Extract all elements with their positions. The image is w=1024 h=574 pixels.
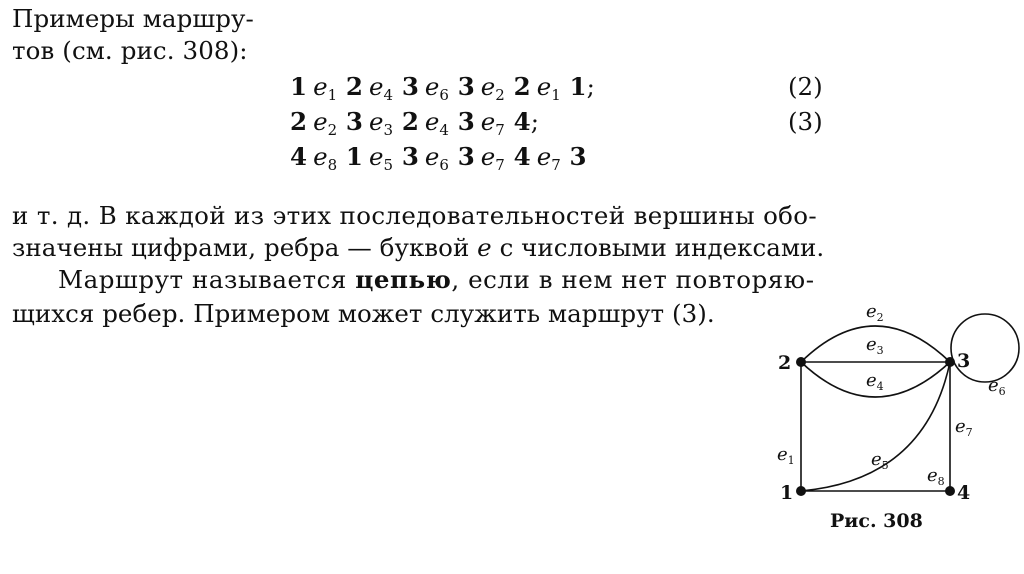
vertex-label-4: 4 (957, 482, 971, 504)
vertex-label-3: 3 (957, 350, 971, 372)
route-vertex: 1 (345, 142, 363, 171)
route-edge-index: 7 (495, 156, 505, 174)
equation-number-2: (2) (788, 72, 823, 101)
route-vertex: 2 (401, 107, 419, 136)
route-edge (480, 72, 505, 104)
paragraph-line-3-end: , если в нем нет повторяю- (451, 265, 815, 294)
term-chain: цепью (355, 265, 452, 294)
paragraph-line-3 (58, 265, 815, 295)
route-edge-letter: e (313, 142, 328, 171)
vertex-1-dot (796, 486, 806, 496)
route-vertex: 2 (290, 107, 308, 136)
route-edge-letter: e (424, 107, 440, 136)
route-edge-letter: e (424, 72, 440, 101)
route-edge-index: 2 (495, 86, 505, 104)
route-edge (480, 107, 505, 139)
route-formula-2 (290, 107, 539, 145)
route-vertex: 3 (457, 72, 475, 101)
vertex-3-dot (945, 357, 955, 367)
edge-label-e3: $e_3$ (866, 334, 884, 357)
route-edge-index: 7 (495, 121, 505, 139)
route-vertex: 3 (569, 142, 587, 171)
route-edge (313, 142, 338, 174)
route-edge-index: 4 (439, 121, 449, 139)
equation-number-3: (3) (788, 107, 823, 136)
route-vertex: 2 (513, 72, 531, 101)
route-vertex: 3 (457, 142, 475, 171)
edge-label-e1: $e_1$ (777, 444, 795, 467)
route-vertex: 3 (457, 107, 475, 136)
route-edge-index: 1 (327, 86, 338, 104)
edge-label-e2: $e_2$ (866, 301, 884, 324)
route-edge-letter: e (424, 142, 440, 171)
vertex-4-dot (945, 486, 955, 496)
route-vertex: 3 (345, 107, 363, 136)
edge-label-e7: $e_7$ (955, 416, 973, 439)
route-edge (313, 72, 338, 104)
edge-letter-inline: e (477, 233, 492, 262)
route-edge (368, 107, 394, 139)
route-formula-1 (290, 72, 595, 110)
route-edge-index: 6 (439, 156, 449, 174)
paragraph-line-1: и т. д. В каждой из этих последовательностей вершины обо- (12, 201, 818, 230)
route-edge (424, 107, 449, 139)
route-vertex: 1 (569, 72, 587, 101)
vertex-label-1: 1 (780, 482, 794, 504)
route-edge-index: 4 (383, 86, 394, 104)
route-edge-letter: e (368, 107, 384, 136)
edge-label-e5: $e_5$ (871, 449, 889, 472)
route-edge (480, 142, 505, 174)
figure-caption: Рис. 308 (830, 510, 923, 532)
route-edge (368, 142, 394, 174)
route-vertex: 3 (401, 142, 419, 171)
route-edge (536, 142, 561, 174)
route-edge-index: 5 (383, 156, 394, 174)
route-edge-letter: e (536, 72, 552, 101)
route-edge-letter: e (313, 107, 328, 136)
route-edge-letter: e (480, 72, 496, 101)
route-edge-index: 8 (327, 156, 338, 174)
route-vertex: 4 (290, 142, 308, 171)
route-vertex: 3 (401, 72, 419, 101)
edge-label-e8: $e_8$ (927, 465, 945, 488)
intro-line-1: Примеры маршру- (12, 4, 254, 33)
vertex-2-dot (796, 357, 806, 367)
route-edge-letter: e (480, 142, 496, 171)
route-edge (368, 72, 394, 104)
intro-line-2: тов (см. рис. 308): (12, 36, 248, 65)
route-edge-index: 1 (551, 86, 561, 104)
paragraph-line-3-start: Маршрут называется (58, 265, 356, 294)
route-separator: ; (530, 107, 539, 136)
route-vertex: 2 (345, 72, 363, 101)
route-edge (424, 142, 449, 174)
paragraph-line-2-end: с числовыми индексами. (491, 233, 825, 262)
paragraph-line-2 (12, 233, 824, 263)
edge-label-e4: $e_4$ (866, 370, 884, 393)
route-edge (313, 107, 338, 139)
route-edge-letter: e (313, 72, 328, 101)
edge-label-e6: $e_6$ (988, 375, 1006, 398)
vertex-label-2: 2 (778, 352, 792, 374)
route-edge-letter: e (368, 142, 384, 171)
route-edge-index: 3 (383, 121, 394, 139)
route-edge-index: 2 (327, 121, 338, 139)
route-edge-index: 7 (551, 156, 561, 174)
route-edge-letter: e (480, 107, 496, 136)
paragraph-line-2-start: значены цифрами, ребра — буквой (12, 233, 478, 262)
route-separator: ; (586, 72, 595, 101)
route-edge-index: 6 (439, 86, 449, 104)
paragraph-line-4: щихся ребер. Примером может служить маршрут (3). (12, 299, 715, 328)
route-edge (536, 72, 561, 104)
route-vertex: 4 (513, 107, 531, 136)
route-vertex: 4 (513, 142, 531, 171)
route-formula-3 (290, 142, 587, 180)
route-edge-letter: e (368, 72, 384, 101)
route-edge-letter: e (536, 142, 552, 171)
route-edge (424, 72, 449, 104)
route-vertex: 1 (290, 72, 308, 101)
